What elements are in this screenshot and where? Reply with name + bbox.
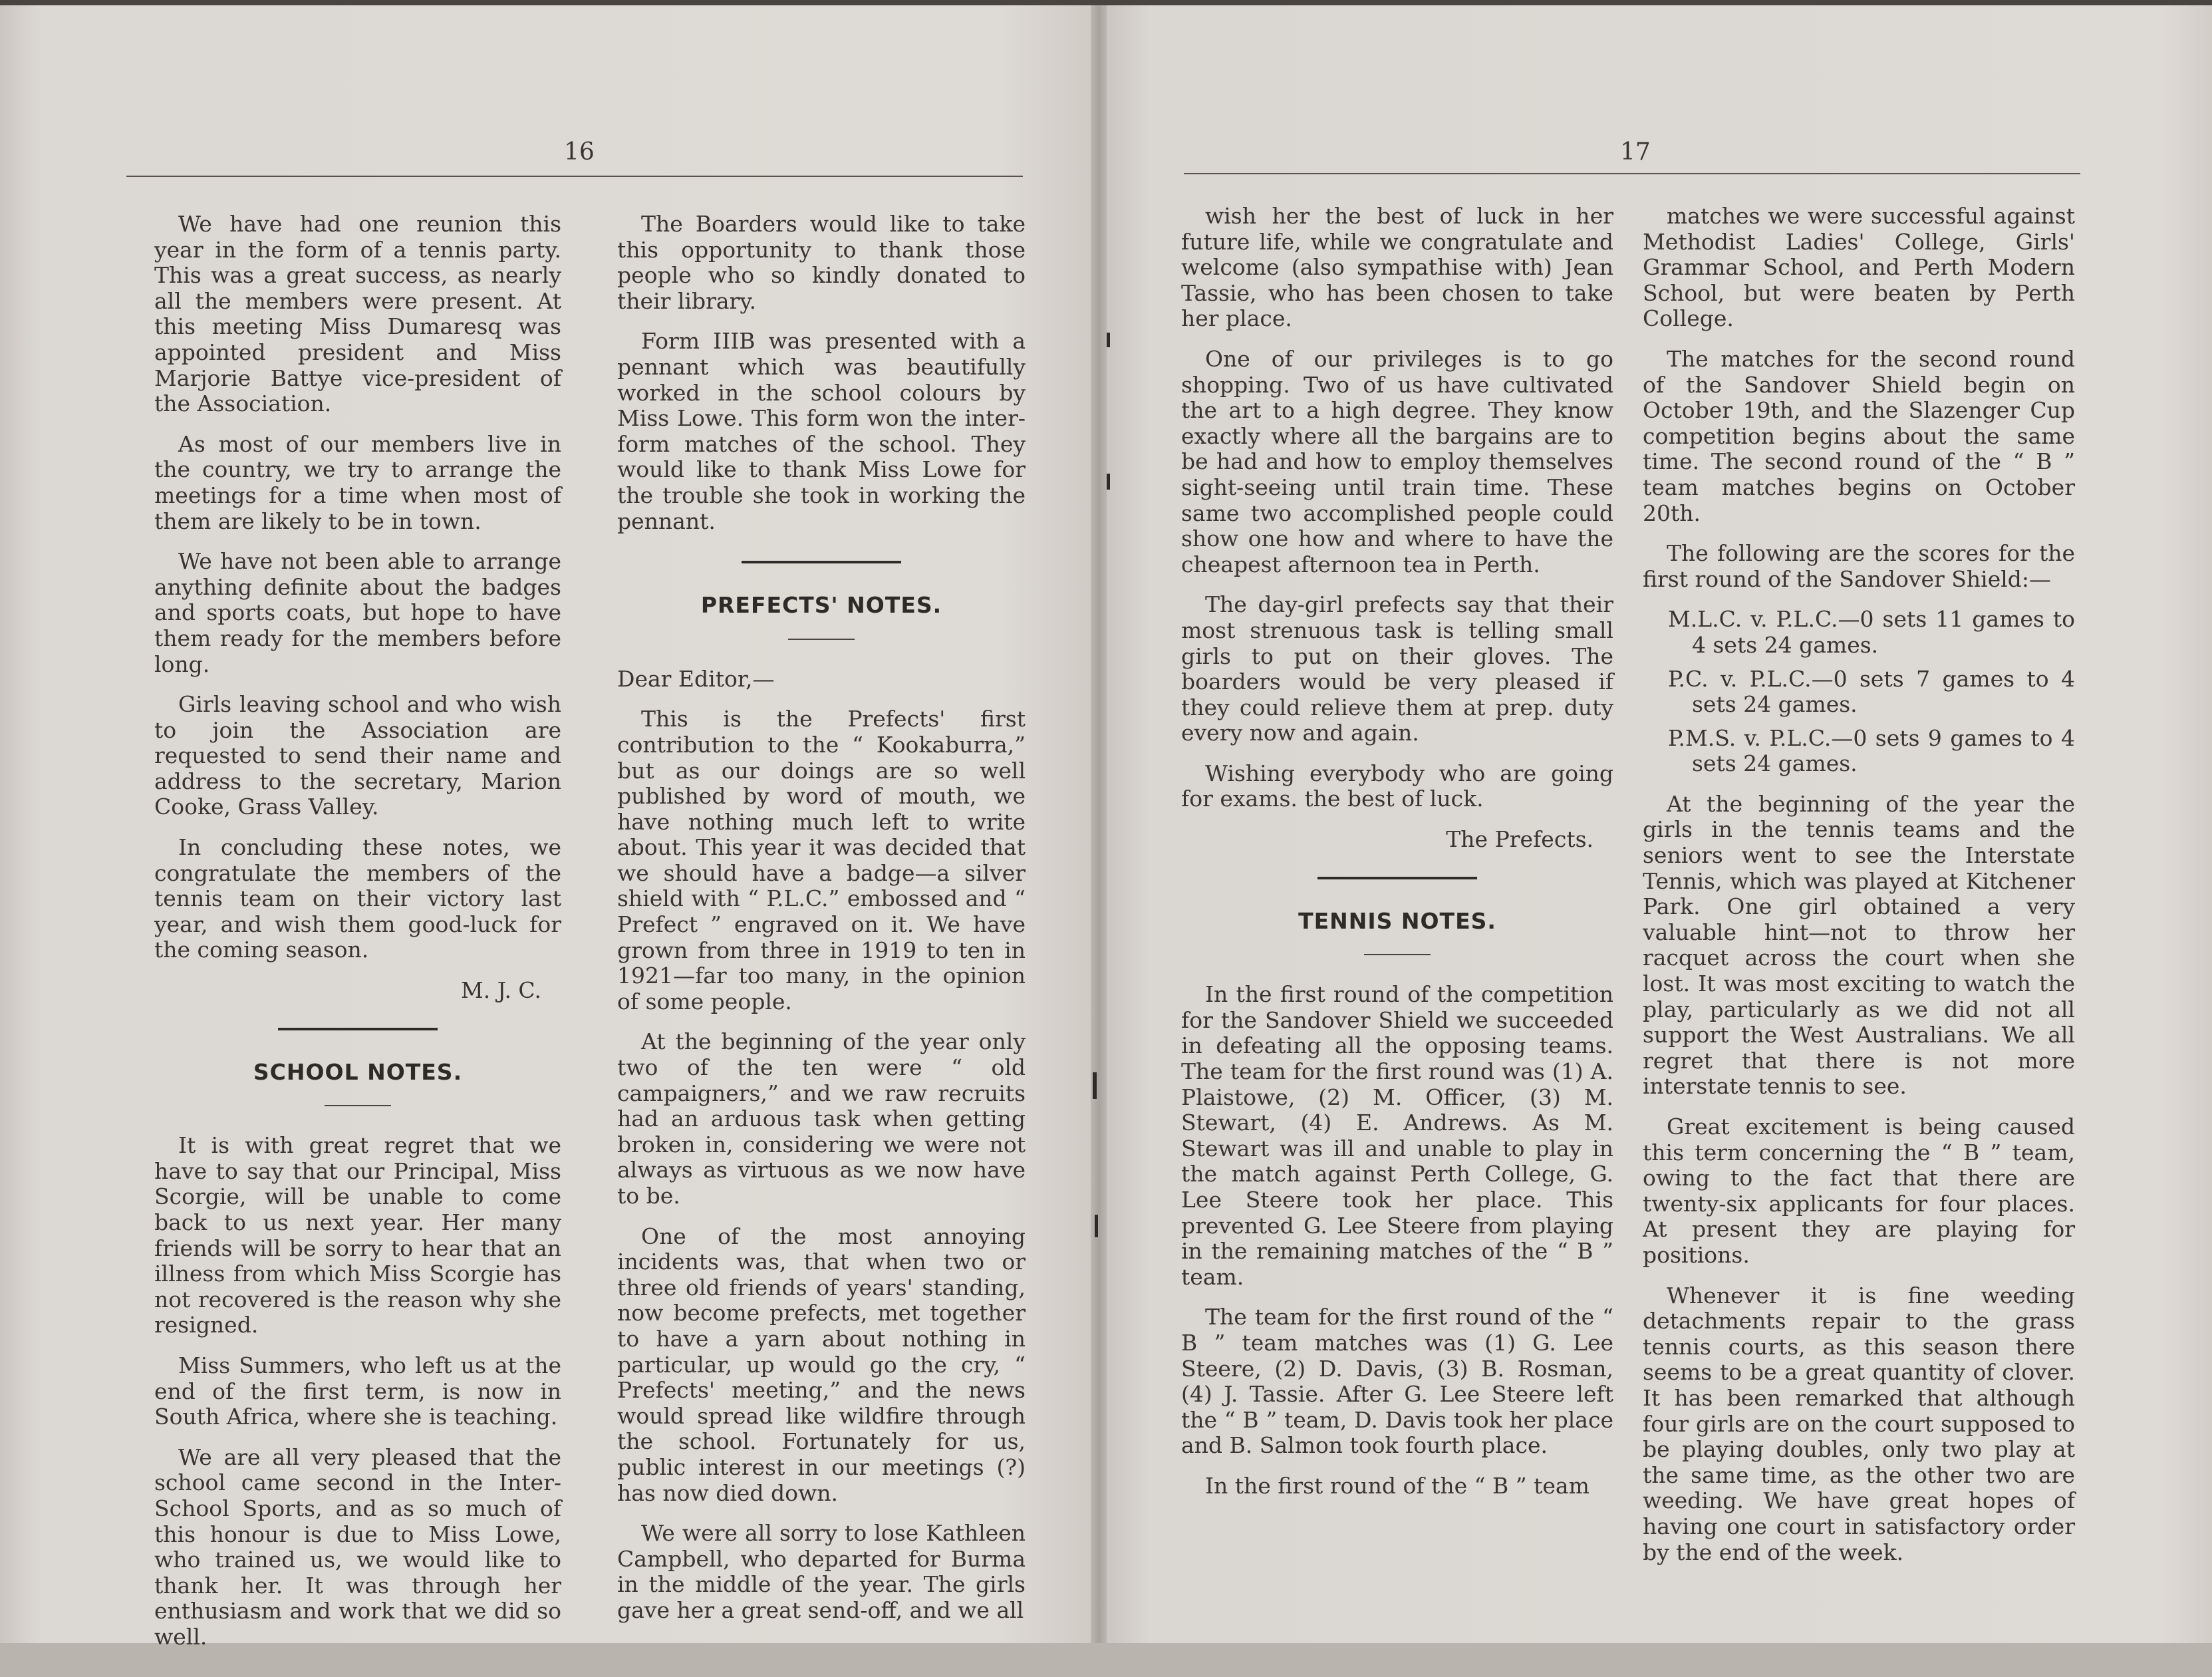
score-line: P.C. v. P.L.C.—0 sets 7 games to 4 sets 24 games. — [1668, 665, 2075, 718]
paragraph: The Boarders would like to take this opportunity to thank those people who so kindly donated to their library. — [617, 211, 1026, 314]
section-separator — [278, 1028, 438, 1030]
column-2 — [617, 212, 1026, 1638]
paragraph: At the beginning of the year the girls in the tennis teams and the seniors went to see the Interstate Tennis, which was played at Kitchener Park. One girl obtained a very valuable hint—not to throw her racquet across the court when she lost. It was most exciting to watch the play, particularly as we did not all support the West Australians. We all regret that there is not more interstate tennis to see. — [1643, 790, 2075, 1100]
section-separator — [1317, 877, 1477, 879]
paragraph: One of our privileges is to go shopping. Two of us have cultivated the art to a high degree. They know exactly where all the bargains are to be had and how to employ themselves sight-seeing until train time. These same two accomplished people could show one how and where to have the cheapest afternoon tea in Perth. — [1181, 345, 1613, 577]
paragraph: The team for the first round of the “ B ” team matches was (1) G. Lee Steere, (2) D. Davis, (3) B. Rosman, (4) J. Tassie. After G. Lee Steere left the “ B ” team, D. Davis took her place and B. Salmon took fourth place. — [1181, 1304, 1613, 1459]
paragraph: We have not been able to arrange anything definite about the badges and sports coats, but hope to have them ready for the members before long. — [154, 548, 561, 677]
header-rule-left — [126, 176, 1023, 177]
paragraph: We have had one reunion this year in the form of a tennis party. This was a great success, as nearly all the members were present. At this meeting Miss Dumaresq was appointed president and Miss Marjorie Battye vice-president of the Association. — [154, 211, 561, 417]
heading-underline — [1364, 954, 1431, 955]
staple-mark — [1107, 333, 1110, 347]
top-edge — [0, 0, 2212, 5]
staple-mark — [1107, 474, 1110, 490]
heading-underline — [788, 639, 855, 640]
signature: The Prefects. — [1446, 826, 1593, 853]
paragraph: matches we were successful against Methodist Ladies' College, Girls' Grammar School, and Perth Modern School, but were beaten by Perth College. — [1643, 203, 2075, 332]
paragraph: This is the Prefects' first contribution to the “ Kookaburra,” but as our doings are so well published by word of mouth, we have nothing much left to write about. This year it was decided that we should have a badge—a silver shield with “ P.L.C.” embossed and “ Prefect ” engraved on it. We have grown from three in 1919 to ten in 1921—far too many, in the opinion of some people. — [617, 706, 1026, 1014]
paragraph: It is with great regret that we have to say that our Principal, Miss Scorgie, will be unable to come back to us next year. Her many friends will be sorry to hear that an illness from which Miss Scorgie has not recovered is the reason why she resigned. — [154, 1132, 561, 1338]
section-heading: TENNIS NOTES. — [1298, 907, 1496, 934]
paragraph: The day-girl prefects say that their most strenuous task is telling small girls to put on their gloves. The boarders would be very pleased if they could relieve them at prep. duty every now and again. — [1181, 591, 1613, 746]
paragraph: We were all sorry to lose Kathleen Campbell, who departed for Burma in the middle of the year. The girls gave her a great send-off, and we all — [617, 1520, 1026, 1623]
salutation: Dear Editor,— — [617, 665, 775, 692]
section-separator — [742, 561, 901, 563]
page-number-right: 17 — [1620, 138, 1651, 166]
paragraph: As most of our members live in the country, we try to arrange the meetings for a time when most of them are likely to be in town. — [154, 430, 561, 534]
paragraph: Miss Summers, who left us at the end of the first term, is now in South Africa, where she is teaching. — [154, 1352, 561, 1430]
score-line: P.M.S. v. P.L.C.—0 sets 9 games to 4 sets 24 games. — [1668, 724, 2075, 777]
paragraph: In concluding these notes, we congratulate the members of the tennis team on their victory last year, and wish them good-luck for the coming season. — [154, 834, 561, 963]
paragraph: The following are the scores for the first round of the Sandover Shield:— — [1643, 540, 2075, 592]
book-gutter — [1091, 0, 1107, 1677]
section-heading: SCHOOL NOTES. — [253, 1058, 463, 1085]
paragraph: One of the most annoying incidents was, that when two or three old friends of years' standing, now become prefects, met together to have a yarn about nothing in particular, up would go the cry, “ Prefects' meeting,” and the news would spread like wildfire through the school. Fortunately for us, public interest in our meetings (?) has now died down. — [617, 1223, 1026, 1506]
signature: M. J. C. — [461, 977, 541, 1004]
paragraph: We are all very pleased that the school came second in the Inter-School Sports, and as so much of this honour is due to Miss Lowe, who trained us, we would like to thank her. It was through her enthusiasm and work that we did so well. — [154, 1444, 561, 1650]
score-line: M.L.C. v. P.L.C.—0 sets 11 games to 4 sets 24 games. — [1668, 606, 2075, 658]
paragraph: The matches for the second round of the Sandover Shield begin on October 19th, and the Slazenger Cup competition begins about the same time. The second round of the “ B ” team matches begins on October 20th. — [1643, 345, 2075, 526]
column-3 — [1181, 204, 1613, 1514]
staple-mark — [1093, 1072, 1097, 1099]
header-rule-right — [1184, 173, 2080, 174]
heading-underline — [325, 1105, 391, 1106]
paragraph: Form IIIB was presented with a pennant which was beautifully worked in the school colours by Miss Lowe. This form won the inter-form matches of the school. They would like to thank Miss Lowe for the trouble she took in working the pennant. — [617, 328, 1026, 534]
page-number-left: 16 — [564, 138, 595, 166]
section-heading: PREFECTS' NOTES. — [700, 592, 942, 619]
paragraph: In the first round of the “ B ” team — [1205, 1472, 1590, 1499]
paragraph: Wishing everybody who are going for exams. the best of luck. — [1181, 760, 1613, 812]
staple-mark — [1095, 1215, 1098, 1237]
paragraph: At the beginning of the year only two of the ten were “ old campaigners,” and we raw recruits had an arduous task when getting broken in, considering we were not always as virtuous as we now have to be. — [617, 1028, 1026, 1209]
paragraph: Great excitement is being caused this term concerning the “ B ” team, owing to the fact that there are twenty-six applicants for four places. At present they are playing for positions. — [1643, 1114, 2075, 1268]
paragraph: wish her the best of luck in her future life, while we congratulate and welcome (also sympathise with) Jean Tassie, who has been chosen to take her place. — [1181, 203, 1613, 332]
column-1 — [154, 212, 561, 1665]
paragraph: Girls leaving school and who wish to join the Association are requested to send their name and address to the secretary, Marion Cooke, Grass Valley. — [154, 691, 561, 820]
paragraph: In the first round of the competition for the Sandover Shield we succeeded in defeating all the opposing teams. The team for the first round was (1) A. Plaistowe, (2) M. Officer, (3) M. Stewart, (4) E. Andrews. As M. Stewart was ill and unable to play in the match against Perth College, G. Lee Steere took her place. This prevented G. Lee Steere from playing in the remaining matches of the “ B ” team. — [1181, 981, 1613, 1290]
paragraph: Whenever it is fine weeding detachments repair to the grass tennis courts, as this season there seems to be a great quantity of clover. It has been remarked that although four girls are on the court supposed to be playing doubles, only two play at the same time, as the other two are weeding. We have great hopes of having one court in satisfactory order by the end of the week. — [1643, 1282, 2075, 1565]
column-4 — [1643, 204, 2075, 1580]
